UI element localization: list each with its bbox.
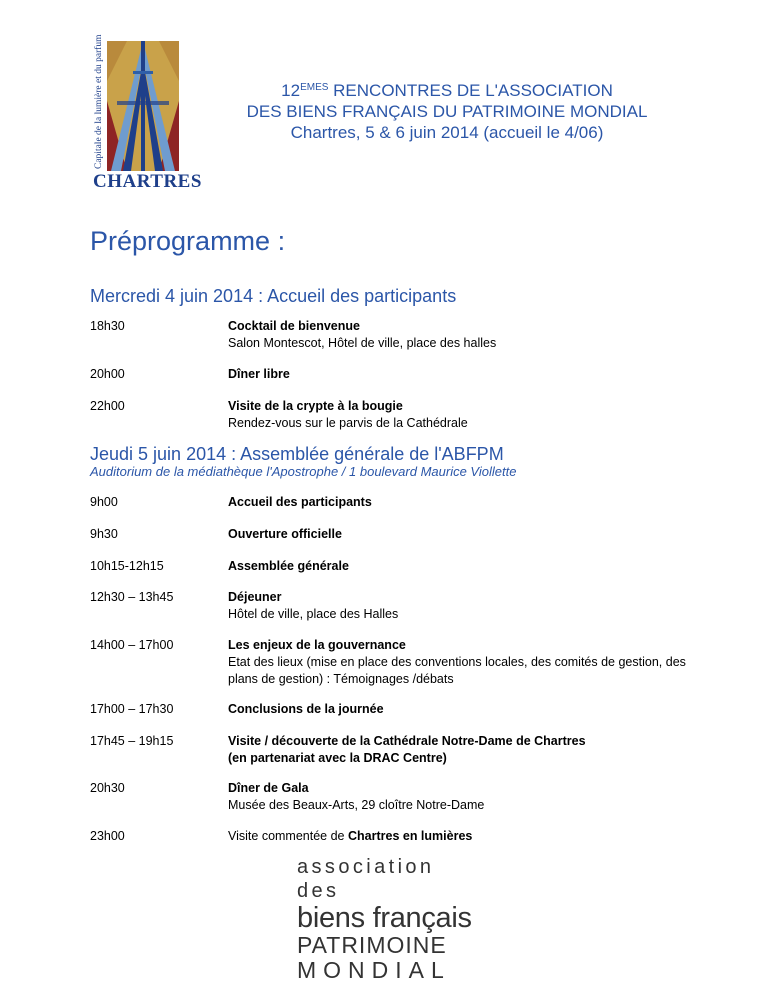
row-detail: Salon Montescot, Hôtel de ville, place des halles	[228, 336, 497, 350]
header-ordinal: 12	[281, 81, 301, 100]
row-title: Dîner libre	[228, 367, 290, 381]
row-time: 12h30 – 13h45	[90, 590, 174, 604]
row-title: Chartres en lumières	[347, 829, 473, 843]
association-logo-line-2: biens français	[297, 902, 472, 934]
event-header	[232, 80, 662, 143]
row-time: 22h00	[90, 399, 125, 413]
row-title: Les enjeux de la gouvernance	[228, 638, 406, 652]
association-logo-line-4: MONDIAL	[297, 957, 451, 983]
association-logo	[297, 855, 472, 983]
row-title: Visite de la crypte à la bougie	[228, 399, 403, 413]
row-detail: Hôtel de ville, place des Halles	[228, 607, 399, 621]
row-title: Visite / découverte de la Cathédrale Notre-Dame de Chartres	[228, 734, 586, 748]
row-title: Conclusions de la journée	[228, 702, 384, 716]
association-logo-line-3: PATRIMOINE	[297, 932, 447, 958]
header-line-3: Chartres, 5 & 6 juin 2014 (accueil le 4/06)	[290, 123, 604, 142]
row-time: 18h30	[90, 319, 125, 333]
row-title: Assemblée générale	[228, 559, 349, 573]
logo-wordmark: CHARTRES	[93, 171, 202, 192]
association-logo-line-1: association des	[297, 856, 435, 902]
row-detail: Rendez-vous sur le parvis de la Cathédrale	[228, 416, 468, 430]
row-time: 20h30	[90, 781, 125, 795]
row-detail: Etat des lieux (mise en place des conventions locales, des comités de gestion, des plans de gestion) : Témoignages /débats	[228, 655, 686, 686]
row-time: 20h00	[90, 367, 125, 381]
row-title: Accueil des participants	[228, 495, 372, 509]
row-time: 10h15-12h15	[90, 559, 164, 573]
row-title: Cocktail de bienvenue	[228, 319, 360, 333]
row-title-continued: (en partenariat avec la DRAC Centre)	[228, 751, 447, 765]
header-line-2: DES BIENS FRANÇAIS DU PATRIMOINE MONDIAL	[246, 102, 648, 121]
page-title: Préprogramme :	[90, 226, 286, 256]
row-title: Déjeuner	[228, 590, 282, 604]
stained-glass-icon	[107, 41, 179, 171]
row-title: Dîner de Gala	[228, 781, 309, 795]
logo-tagline: Capitale de la lumière et du parfum	[94, 34, 104, 169]
section-venue: Auditorium de la médiathèque l'Apostrophe / 1 boulevard Maurice Viollette	[90, 464, 517, 479]
row-title: Ouverture officielle	[228, 527, 342, 541]
row-time: 14h00 – 17h00	[90, 638, 174, 652]
row-detail: Musée des Beaux-Arts, 29 cloître Notre-Dame	[228, 798, 485, 812]
header-line-1	[232, 80, 662, 101]
row-time: 23h00	[90, 829, 125, 843]
header-ordinal-sup: EMES	[300, 82, 329, 93]
row-time: 17h45 – 19h15	[90, 734, 174, 748]
row-time: 9h00	[90, 495, 118, 509]
chartres-logo	[93, 34, 202, 193]
header-line-1-text: RENCONTRES DE L'ASSOCIATION	[328, 81, 613, 100]
section-heading-thursday: Jeudi 5 juin 2014 : Assemblée générale de l'ABFPM	[90, 444, 504, 464]
section-heading-wednesday: Mercredi 4 juin 2014 : Accueil des participants	[90, 286, 457, 306]
row-time: 9h30	[90, 527, 118, 541]
row-time: 17h00 – 17h30	[90, 702, 174, 716]
row-prefix: Visite commentée de	[228, 829, 348, 843]
